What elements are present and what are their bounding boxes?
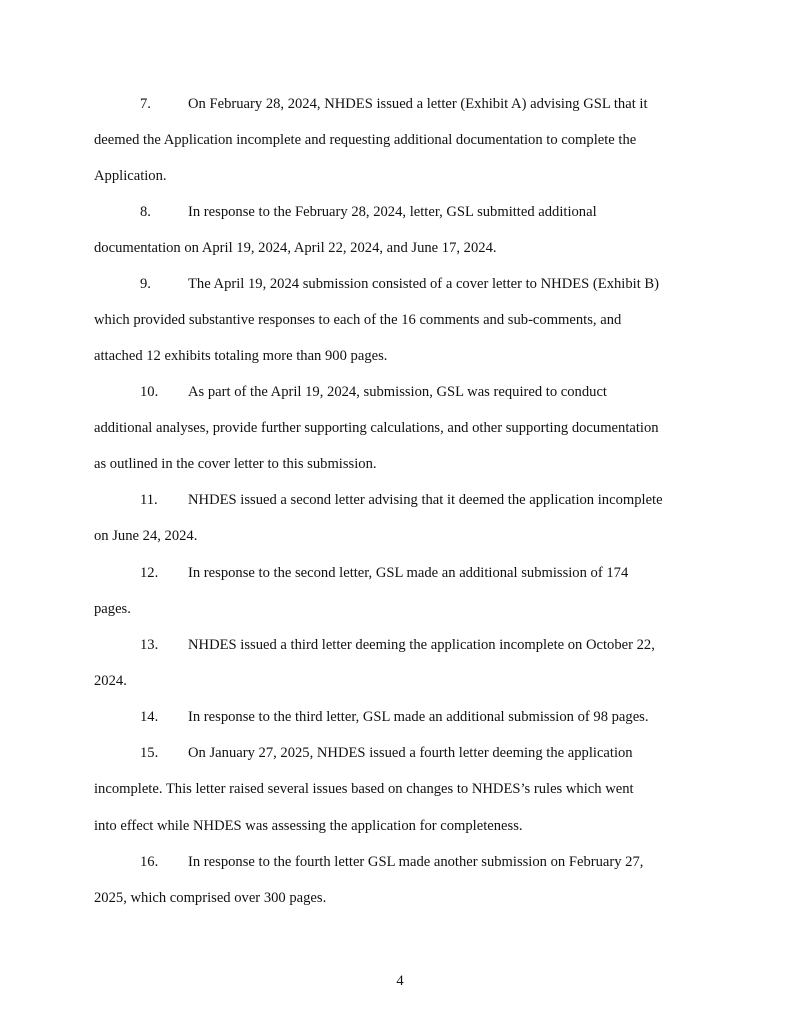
paragraph-line: as outlined in the cover letter to this submission. <box>94 456 377 472</box>
paragraph-number: 15. <box>140 745 159 761</box>
paragraph-line: NHDES issued a second letter advising that it deemed the application incomplete <box>188 492 663 508</box>
paragraph-line: on June 24, 2024. <box>94 528 198 544</box>
paragraph-number: 12. <box>140 565 159 581</box>
paragraph-line: which provided substantive responses to each of the 16 comments and sub-comments, and <box>94 312 622 328</box>
paragraph-number: 9. <box>140 276 151 292</box>
paragraph-line: Application. <box>94 168 167 184</box>
paragraph-number: 8. <box>140 204 151 220</box>
paragraph-line: In response to the February 28, 2024, letter, GSL submitted additional <box>188 204 597 220</box>
paragraph-line: In response to the second letter, GSL made an additional submission of 174 <box>188 565 629 581</box>
paragraph-line: On January 27, 2025, NHDES issued a fourth letter deeming the application <box>188 745 633 761</box>
paragraph-line: attached 12 exhibits totaling more than 900 pages. <box>94 348 388 364</box>
paragraph-line: In response to the third letter, GSL made an additional submission of 98 pages. <box>188 709 649 725</box>
paragraph-line: NHDES issued a third letter deeming the application incomplete on October 22, <box>188 637 655 653</box>
paragraph-line: 2024. <box>94 673 127 689</box>
paragraph-number: 7. <box>140 96 151 112</box>
paragraph-number: 13. <box>140 637 159 653</box>
paragraph-line: additional analyses, provide further supporting calculations, and other supporting documentation <box>94 420 659 436</box>
paragraph-line: into effect while NHDES was assessing the application for completeness. <box>94 818 523 834</box>
paragraph-line: pages. <box>94 601 131 617</box>
paragraph-line: deemed the Application incomplete and requesting additional documentation to complete the <box>94 132 637 148</box>
paragraph-number: 14. <box>140 709 159 725</box>
paragraph-number: 10. <box>140 384 159 400</box>
paragraph-line: In response to the fourth letter GSL made another submission on February 27, <box>188 854 644 870</box>
page-number: 4 <box>396 973 404 989</box>
paragraph-line: documentation on April 19, 2024, April 22, 2024, and June 17, 2024. <box>94 240 497 256</box>
paragraph-number: 16. <box>140 854 159 870</box>
paragraph-line: The April 19, 2024 submission consisted of a cover letter to NHDES (Exhibit B) <box>188 276 659 292</box>
paragraph-number: 11. <box>140 492 158 508</box>
paragraph-line: On February 28, 2024, NHDES issued a letter (Exhibit A) advising GSL that it <box>188 96 648 112</box>
paragraph-line: incomplete. This letter raised several issues based on changes to NHDES’s rules which went <box>94 781 634 797</box>
paragraph-line: 2025, which comprised over 300 pages. <box>94 890 327 906</box>
paragraph-line: As part of the April 19, 2024, submission, GSL was required to conduct <box>188 384 607 400</box>
